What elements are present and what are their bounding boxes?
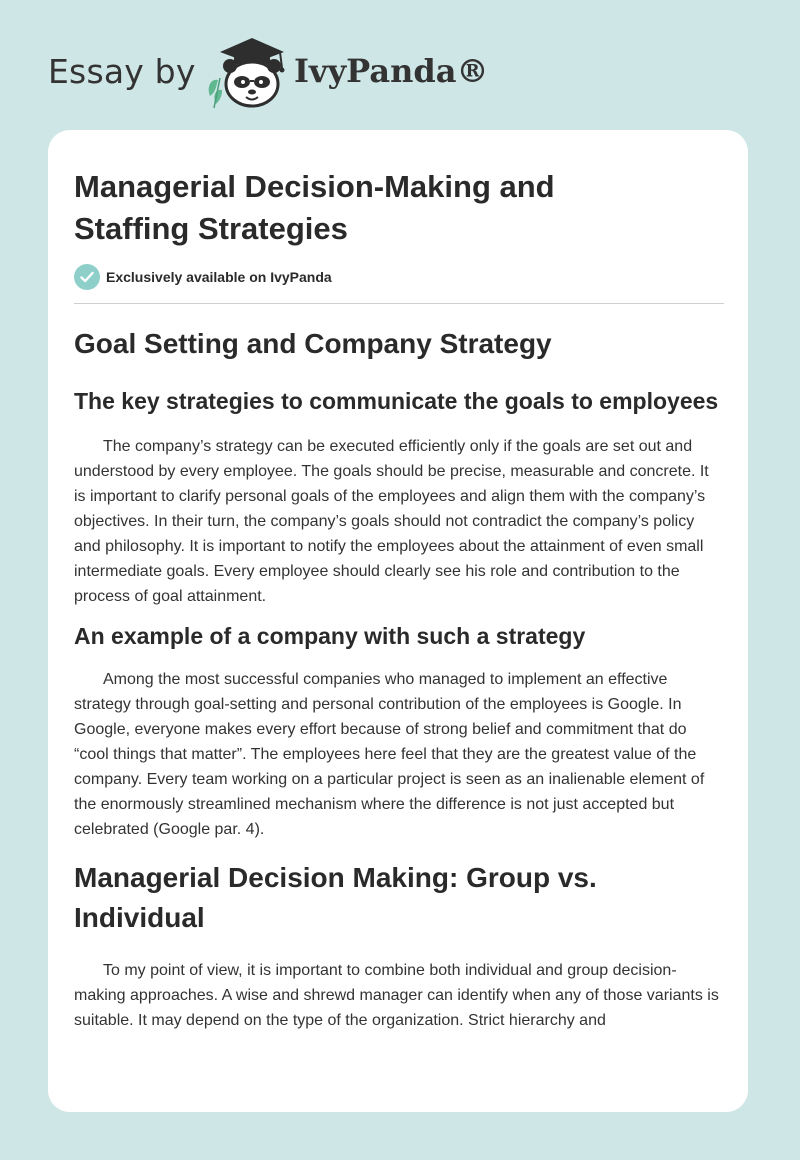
panda-graduate-icon <box>202 34 294 110</box>
exclusive-badge <box>74 264 332 290</box>
card-bottom-padding <box>48 1086 748 1112</box>
brand-header[interactable] <box>48 30 508 110</box>
subheading-example: An example of a company with such a strategy <box>74 623 586 649</box>
paragraph-key-strategies: The company’s strategy can be executed efficiently only if the goals are set out and understood by every employee. The goals should be precise, measurable and concrete. It is important to clarify personal goals of the employees and align them with the company’s objectives. In their turn, the company’s goals should not contradict the company’s policy and philosophy. It is important to notify the employees about the attainment of even small intermediate goals. Every employee should clearly see his role and contribution to the process of goal attainment. <box>74 438 709 605</box>
paragraph-example: Among the most successful companies who managed to implement an effective strategy through goal-setting and personal contribution of the employees is Google. In Google, everyone makes every effort because of strong belief and commitment that do “cool things that matter”. The employees here feel that they are the greatest value of the company. Every team working on a particular project is seen as an inalienable element of the enormously streamlined mechanism where the difference is not just accepted but celebrated (Google par. 4). <box>74 671 705 838</box>
article-body <box>74 324 724 1033</box>
page-title: Managerial Decision-Making and Staffing Strategies <box>74 169 555 246</box>
divider <box>74 303 724 304</box>
article-card <box>48 130 748 1112</box>
section-heading-decision-making: Managerial Decision Making: Group vs. Individual <box>74 862 597 933</box>
subheading-key-strategies: The key strategies to communicate the goals to employees <box>74 388 719 414</box>
section-heading-goal-setting: Goal Setting and Company Strategy <box>74 328 552 359</box>
brand-prefix: Essay by <box>48 52 196 91</box>
paragraph-decision-making: To my point of view, it is important to combine both individual and group decision-making approaches. A wise and shrewd manager can identify when any of those variants is suitable. It may depend on the type of the organization. Strict hierarchy and <box>74 962 719 1029</box>
exclusive-label: Exclusively available on IvyPanda <box>106 269 332 285</box>
check-circle-icon <box>74 264 100 290</box>
brand-name: IvyPanda® <box>294 52 489 90</box>
